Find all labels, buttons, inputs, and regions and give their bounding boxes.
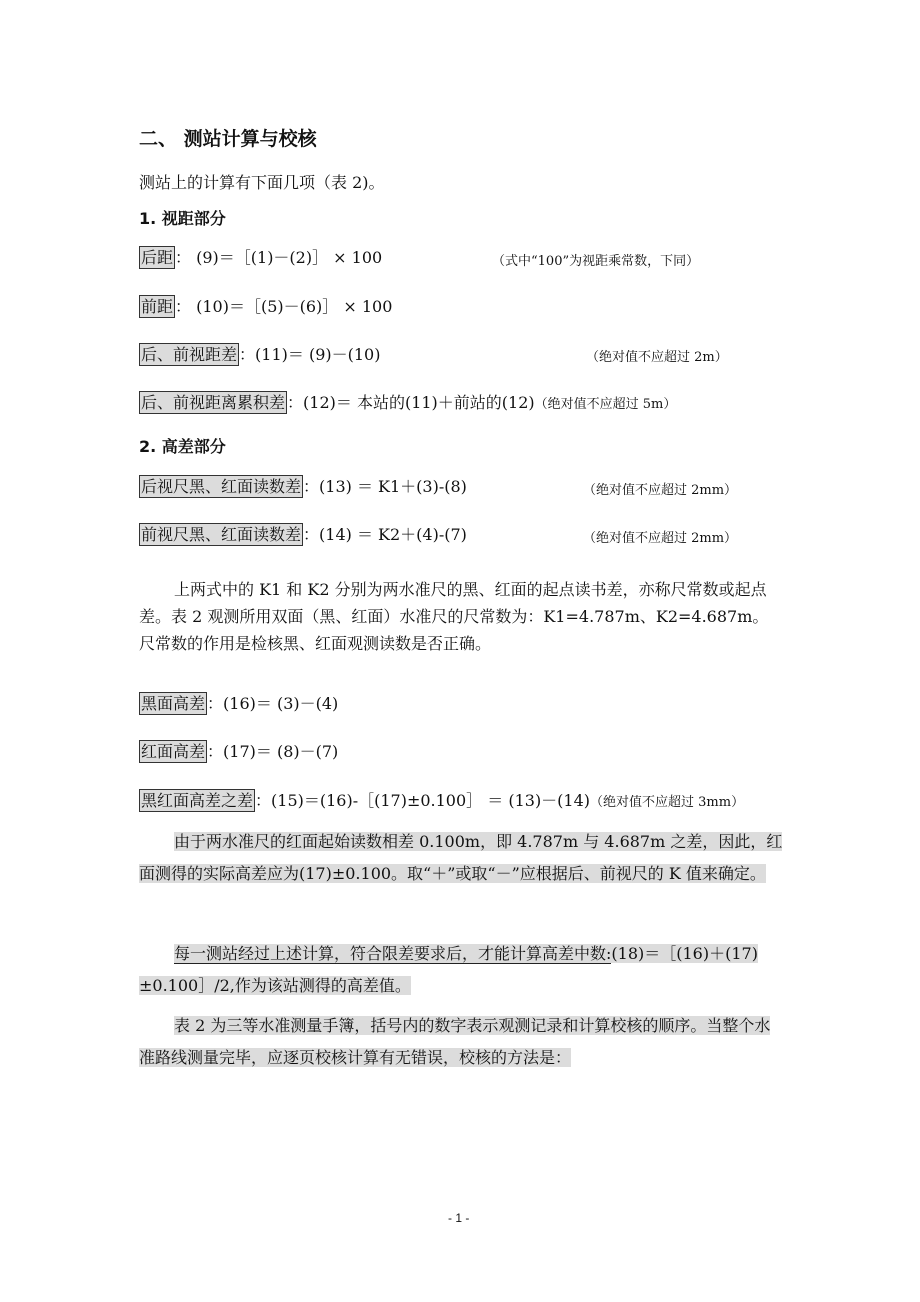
formula-back-distance: ： (9)＝［(1)－(2)］ × 100 <box>175 248 383 267</box>
paragraph-red-start-reading <box>139 826 784 890</box>
term-label-front-distance: 前距 <box>141 297 174 316</box>
term-label-black-height: 黑面高差 <box>141 694 206 713</box>
formula-row-cumulative-difference <box>139 390 676 414</box>
term-label-back-rod: 后视尺黑、红面读数差 <box>141 477 302 496</box>
note-black-red-limit: （绝对值不应超过 3mm） <box>590 795 745 810</box>
formula-black-red-difference: ：(15)＝(16)-［(17)±0.100］ ＝ (13)－(14) <box>255 791 591 810</box>
note-cumulative-limit: （绝对值不应超过 5m） <box>534 397 677 412</box>
subsection-title-height: 2. 高差部分 <box>139 437 226 456</box>
formula-front-rod: ：(14) ＝ K2＋(4)-(7) <box>303 525 467 544</box>
formula-back-rod: ：(13) ＝ K1＋(3)-(8) <box>303 477 467 496</box>
formula-distance-difference: ：(11)＝ (9)－(10) <box>239 345 381 364</box>
paragraph-rod-constants: 上两式中的 K1 和 K2 分别为两水准尺的黑、红面的起点读书差，亦称尺常数或起点差。表 2 观测所用双面（黑、红面）水准尺的尺常数为：K1=4.787m、K2=4.687m。尺常数的作用是检核黑、红面观测读数是否正确。 <box>139 580 769 653</box>
note-front-rod-limit: （绝对值不应超过 2mm） <box>583 531 738 546</box>
formula-row-black-height <box>139 691 338 715</box>
page-number: - 1 - <box>448 1211 470 1225</box>
formula-black-height: ：(16)＝ (3)－(4) <box>207 694 339 713</box>
underlined-text: 每一测站经过上述计算，符合限差要求后，才能计算高差中数: <box>174 944 612 963</box>
term-label-distance-difference: 后、前视距差 <box>141 345 238 364</box>
section-heading: 二、 测站计算与校核 <box>139 128 317 150</box>
paragraph-mean-height <box>139 938 784 1002</box>
term-label-red-height: 红面高差 <box>141 742 206 761</box>
term-label-back-distance: 后距 <box>141 248 174 267</box>
formula-cumulative-difference: ：(12)＝ 本站的(11)＋前站的(12) <box>287 393 535 412</box>
formula-row-front-rod <box>139 522 467 546</box>
formula-row-distance-difference <box>139 342 380 366</box>
formula-front-distance: ： (10)＝［(5)－(6)］ × 100 <box>175 297 393 316</box>
intro-text: 测站上的计算有下面几项（表 2)。 <box>139 173 385 192</box>
highlighted-text-field-book: 表 2 为三等水准测量手簿，括号内的数字表示观测记录和计算校核的顺序。当整个水准路线测量完毕，应逐页校核计算有无错误，校核的方法是： <box>139 1016 771 1067</box>
formula-red-height: ：(17)＝ (8)－(7) <box>207 742 339 761</box>
formula-row-back-distance <box>139 245 382 269</box>
formula-row-red-height <box>139 739 338 763</box>
formula-row-front-distance <box>139 294 392 318</box>
formula-row-back-rod <box>139 474 467 498</box>
paragraph-field-book <box>139 1010 784 1074</box>
formula-row-black-red-difference <box>139 788 744 812</box>
note-distance-difference-limit: （绝对值不应超过 2m） <box>586 350 728 365</box>
note-sight-multiplier: （式中“100”为视距乘常数，下同） <box>492 254 700 269</box>
term-label-front-rod: 前视尺黑、红面读数差 <box>141 525 302 544</box>
formula-mean-height: (18)＝［(16)＋(17) ±0.100］/2,作为该站测得的高差值。 <box>139 944 758 995</box>
subsection-title-distance: 1. 视距部分 <box>139 209 226 228</box>
highlighted-text: 由于两水准尺的红面起始读数相差 0.100m，即 4.787m 与 4.687m 之差，因此，红面测得的实际高差应为(17)±0.100。取“＋”或取“－”应根据后、前视尺的 K 值来确定。 <box>139 832 783 883</box>
term-label-cumulative-difference: 后、前视距离累积差 <box>141 393 286 412</box>
term-label-black-red-difference: 黑红面高差之差 <box>141 791 254 810</box>
note-back-rod-limit: （绝对值不应超过 2mm） <box>583 483 738 498</box>
